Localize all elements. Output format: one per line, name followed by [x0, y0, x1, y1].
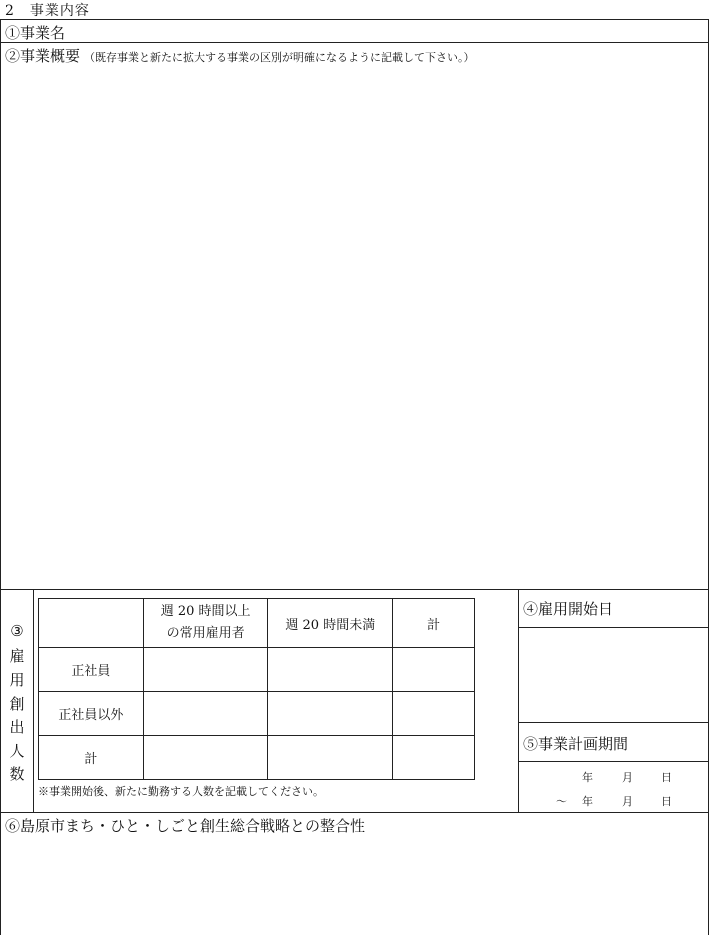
project-name-field[interactable]	[0, 19, 709, 43]
input-cell[interactable]	[393, 736, 475, 780]
divider	[518, 722, 709, 723]
input-cell[interactable]	[268, 736, 393, 780]
table-row	[39, 692, 475, 736]
input-cell[interactable]	[143, 736, 268, 780]
overview-note: （既存事業と新たに拡大する事業の区別が明確になるように記載して下さい。）	[84, 51, 475, 64]
table-row	[39, 736, 475, 780]
header-cell-empty	[39, 599, 144, 648]
plan-period-label: ⑤事業計画期間	[523, 735, 629, 753]
table-header-row	[39, 599, 475, 648]
year-unit: 年	[582, 795, 593, 808]
strategy-label: ⑥島原市まち・ひと・しごと創生総合戦略との整合性	[5, 817, 366, 835]
plan-start-date[interactable]	[518, 769, 709, 785]
jobs-note: ※事業開始後、新たに勤務する人数を記載してください。	[38, 785, 324, 798]
side-char: 人	[9, 742, 25, 760]
input-cell[interactable]	[393, 692, 475, 736]
year-unit: 年	[582, 771, 593, 784]
side-char: 用	[9, 671, 25, 689]
row-label: 正社員以外	[39, 692, 144, 736]
overview-title: ②事業概要	[5, 47, 81, 65]
row-label: 計	[39, 736, 144, 780]
input-cell[interactable]	[268, 648, 393, 692]
jobs-table	[38, 598, 475, 780]
header-cell-over20: 週 20 時間以上 の常用雇用者	[143, 599, 268, 648]
input-cell[interactable]	[143, 692, 268, 736]
employment-side-label	[0, 589, 34, 812]
section-heading: 2 事業内容	[5, 3, 90, 19]
plan-end-date[interactable]	[518, 793, 709, 809]
row-label: 正社員	[39, 648, 144, 692]
side-char: 創	[9, 695, 25, 713]
overview-field[interactable]	[0, 43, 709, 589]
table-row	[39, 648, 475, 692]
project-name-label: ①事業名	[5, 24, 66, 42]
start-date-label: ④雇用開始日	[523, 600, 614, 618]
input-cell[interactable]	[393, 648, 475, 692]
month-unit: 月	[622, 771, 633, 784]
input-cell[interactable]	[143, 648, 268, 692]
input-cell[interactable]	[268, 692, 393, 736]
day-unit: 日	[661, 795, 672, 808]
side-char: ③	[10, 622, 24, 640]
month-unit: 月	[622, 795, 633, 808]
header-cell-total: 計	[393, 599, 475, 648]
side-char: 雇	[9, 647, 25, 665]
overview-label	[5, 45, 475, 66]
divider	[518, 761, 709, 762]
side-char: 出	[9, 718, 25, 736]
side-char: 数	[9, 765, 25, 783]
header-cell-under20: 週 20 時間未満	[268, 599, 393, 648]
day-unit: 日	[661, 771, 672, 784]
start-date-field[interactable]	[519, 628, 709, 721]
tilde-mark: ～	[556, 795, 567, 808]
